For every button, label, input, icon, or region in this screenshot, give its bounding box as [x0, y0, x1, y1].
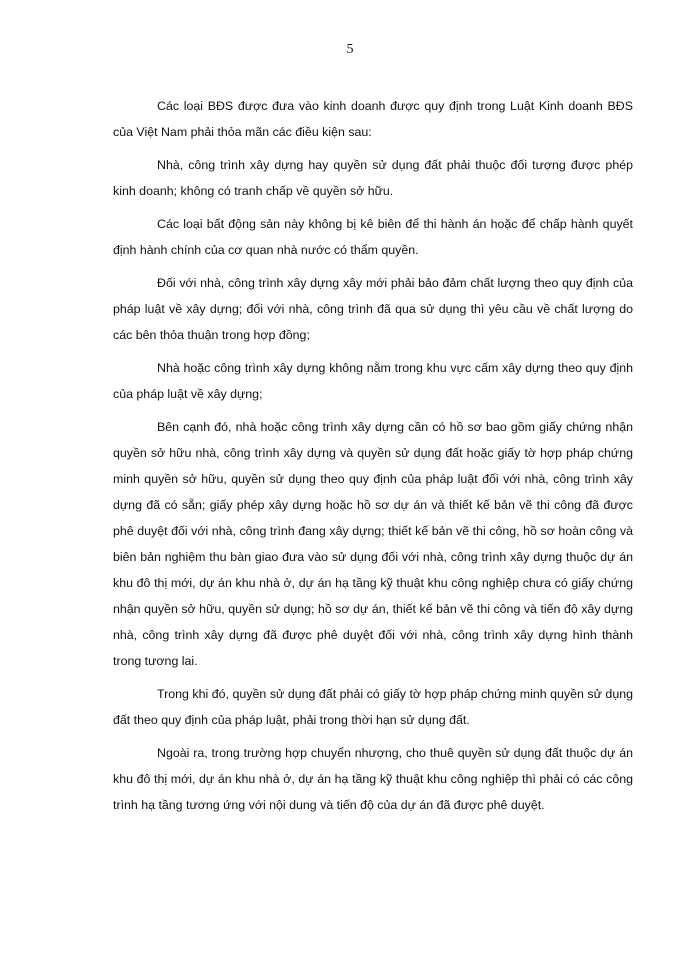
paragraph-1: Các loại BĐS được đưa vào kinh doanh được quy định trong Luật Kinh doanh BĐS của Việt Nam phải thỏa mãn các điều kiện sau: — [113, 99, 633, 139]
paragraph-2: Nhà, công trình xây dựng hay quyền sử dụng đất phải thuộc đối tượng được phép kinh doanh; không có tranh chấp về quyền sở hữu. — [113, 158, 633, 198]
paragraph-3: Các loại bất động sản này không bị kê biên để thi hành án hoặc để chấp hành quyết định hành chính của cơ quan nhà nước có thẩm quyền. — [113, 217, 633, 257]
paragraph-5: Nhà hoặc công trình xây dựng không nằm trong khu vực cấm xây dựng theo quy định của pháp luật về xây dựng; — [113, 361, 633, 401]
paragraph-6: Bên cạnh đó, nhà hoặc công trình xây dựng cần có hồ sơ bao gồm giấy chứng nhận quyền sở hữu nhà, công trình xây dựng và quyền sử dụng đất hoặc giấy tờ hợp pháp chứng minh quyền sở hữu, quyền sử dụng theo quy định của pháp luật đối với nhà, công trình xây dựng đã có sẵn; giấy phép xây dựng hoặc hồ sơ dự án và thiết kế bản vẽ thi công đã được phê duyệt đối với nhà, công trình đang xây dựng; thiết kế bản vẽ thi công, hồ sơ hoàn công và biên bản nghiệm thu bàn giao đưa vào sử dụng đối với nhà, công trình xây dựng thuộc dự án khu đô thị mới, dự án khu nhà ở, dự án hạ tầng kỹ thuật khu công nghiệp chưa có giấy chứng nhận quyền sở hữu, quyền sử dụng; hồ sơ dự án, thiết kế bản vẽ thi công và tiến độ xây dựng nhà, công trình xây dựng đã được phê duyệt đối với nhà, công trình xây dựng hình thành trong tương lai. — [113, 420, 633, 668]
document-body — [113, 93, 633, 825]
paragraph-4: Đối với nhà, công trình xây dựng xây mới phải bảo đảm chất lượng theo quy định của pháp luật về xây dựng; đối với nhà, công trình đã qua sử dụng thì yêu cầu về chất lượng do các bên thỏa thuận trong hợp đồng; — [113, 276, 633, 342]
paragraph-8: Ngoài ra, trong trường hợp chuyển nhượng, cho thuê quyền sử dụng đất thuộc dự án khu đô thị mới, dự án khu nhà ở, dự án hạ tầng kỹ thuật khu công nghiệp thì phải có các công trình hạ tầng tương ứng với nội dung và tiến độ của dự án đã được phê duyệt. — [113, 746, 633, 812]
page-number: 5 — [346, 42, 354, 57]
paragraph-7: Trong khi đó, quyền sử dụng đất phải có giấy tờ hợp pháp chứng minh quyền sử dụng đất theo quy định của pháp luật, phải trong thời hạn sử dụng đất. — [113, 687, 633, 727]
